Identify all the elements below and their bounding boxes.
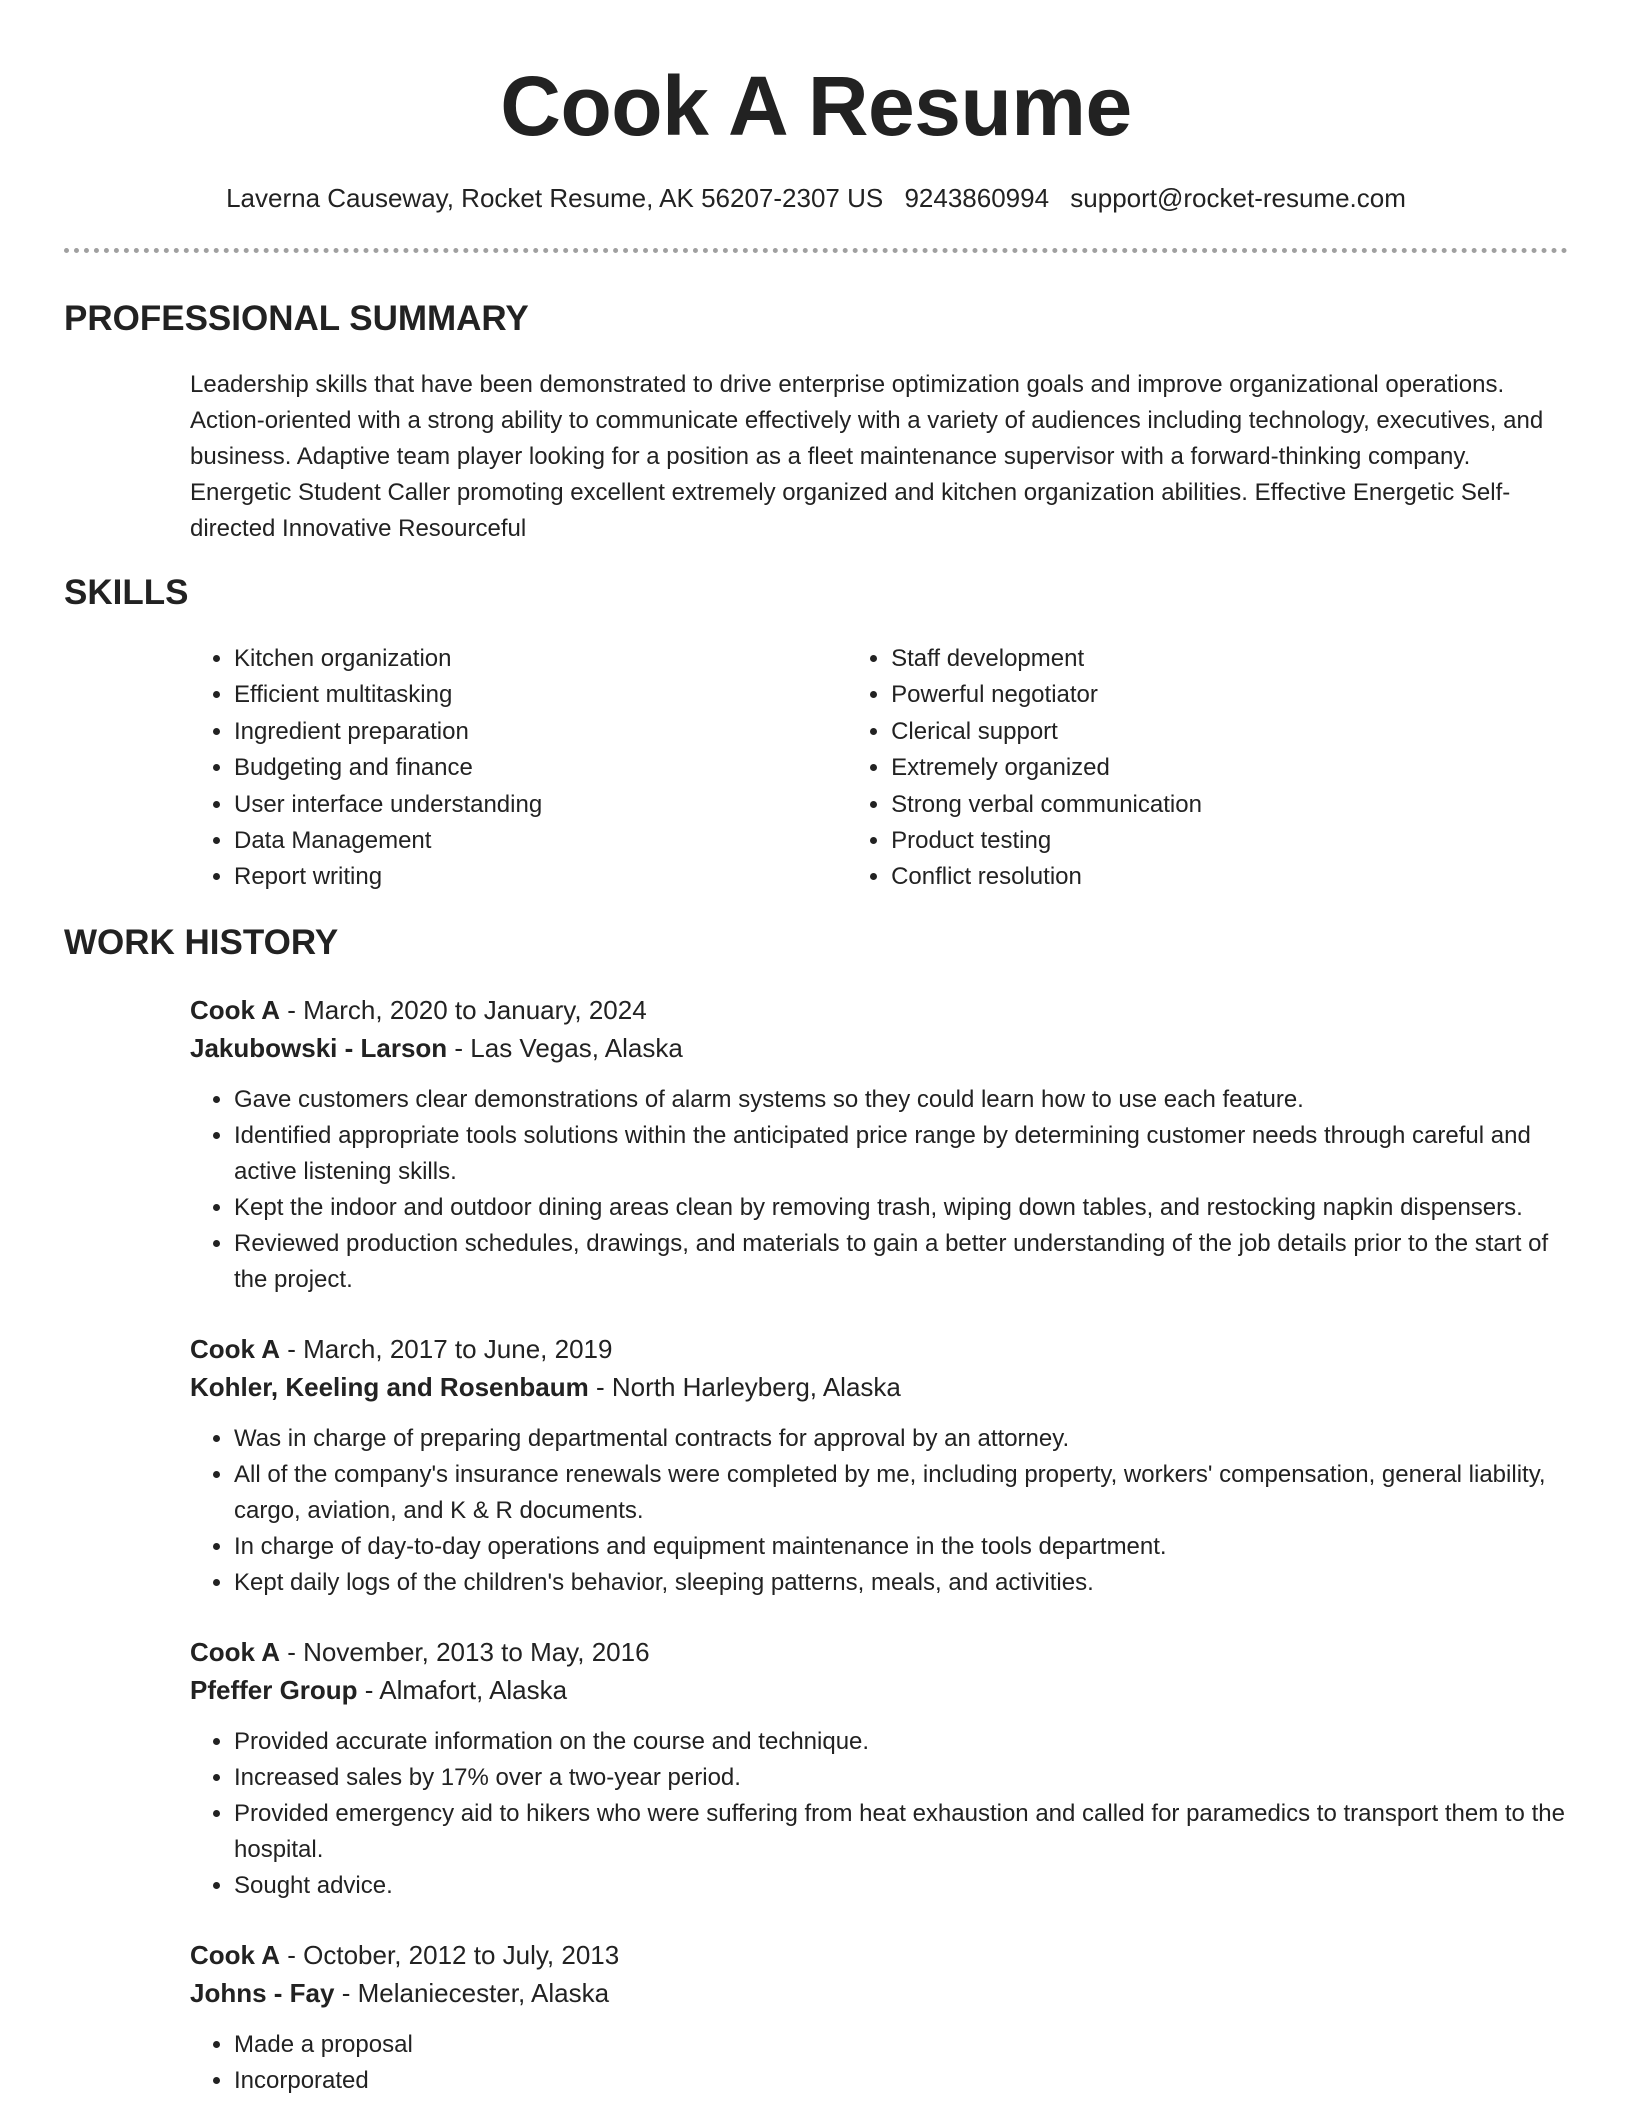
- job-role: Cook A: [190, 994, 281, 1025]
- job-title-line: [190, 1330, 1568, 1368]
- skill-item: • Extremely organized: [891, 750, 1568, 786]
- job-entry: [190, 1936, 1568, 2099]
- job-dates: - March, 2017 to June, 2019: [280, 1333, 613, 1364]
- skill-item: • User interface understanding: [234, 787, 847, 823]
- job-bullet: • Kept the indoor and outdoor dining areas clean by removing trash, wiping down tables, and restocking napkin dispensers.: [234, 1190, 1568, 1226]
- skills-column-left: [190, 641, 847, 896]
- job-bullet-list: [190, 2027, 1568, 2099]
- skills-list: [190, 641, 1568, 896]
- job-bullet-list: [190, 1421, 1568, 1601]
- skill-item: • Ingredient preparation: [234, 714, 847, 750]
- job-bullet: • All of the company's insurance renewals were completed by me, including property, workers' compensation, general liability, cargo, aviation, and K & R documents.: [234, 1457, 1568, 1529]
- job-company: Kohler, Keeling and Rosenbaum: [190, 1371, 589, 1402]
- job-company-line: [190, 1974, 1568, 2012]
- job-bullet: • Kept daily logs of the children's behavior, sleeping patterns, meals, and activities.: [234, 1565, 1568, 1601]
- skill-item: • Conflict resolution: [891, 859, 1568, 895]
- job-bullet-list: [190, 1724, 1568, 1904]
- job-bullet: • Sought advice.: [234, 1868, 1568, 1904]
- job-location: - Las Vegas, Alaska: [447, 1032, 683, 1063]
- skill-item: • Powerful negotiator: [891, 677, 1568, 713]
- skill-item: • Strong verbal communication: [891, 787, 1568, 823]
- header-divider: [64, 248, 1568, 253]
- section-title-summary: PROFESSIONAL SUMMARY: [64, 299, 529, 338]
- job-location: - North Harleyberg, Alaska: [588, 1371, 901, 1402]
- section-title-skills: SKILLS: [64, 573, 189, 612]
- contact-line: [64, 181, 1568, 215]
- job-company-line: [190, 1368, 1568, 1406]
- job-location: - Melaniecester, Alaska: [334, 1977, 610, 2008]
- skills-column-right: [847, 641, 1568, 896]
- contact-phone: 9243860994: [904, 183, 1050, 213]
- job-role: Cook A: [190, 1636, 281, 1667]
- job-bullet: • Provided emergency aid to hikers who were suffering from heat exhaustion and called for paramedics to transport them to the hospital.: [234, 1796, 1568, 1868]
- skill-item: • Efficient multitasking: [234, 677, 847, 713]
- skill-item: • Product testing: [891, 823, 1568, 859]
- job-bullet: • Was in charge of preparing departmental contracts for approval by an attorney.: [234, 1421, 1568, 1457]
- job-title-line: [190, 1633, 1568, 1671]
- job-dates: - November, 2013 to May, 2016: [280, 1636, 650, 1667]
- job-title-line: [190, 1936, 1568, 1974]
- skill-item: • Budgeting and finance: [234, 750, 847, 786]
- contact-address: Laverna Causeway, Rocket Resume, AK 56207-2307 US: [226, 183, 884, 213]
- skill-item: • Staff development: [891, 641, 1568, 677]
- job-entry: [190, 991, 1568, 1298]
- job-role: Cook A: [190, 1939, 281, 1970]
- job-bullet: • Made a proposal: [234, 2027, 1568, 2063]
- job-bullet: • In charge of day-to-day operations and equipment maintenance in the tools department.: [234, 1529, 1568, 1565]
- resume-name: Cook A Resume: [500, 59, 1132, 153]
- job-bullet: • Gave customers clear demonstrations of alarm systems so they could learn how to use each feature.: [234, 1082, 1568, 1118]
- job-company: Jakubowski - Larson: [190, 1032, 448, 1063]
- job-bullet-list: [190, 1082, 1568, 1298]
- skill-item: • Kitchen organization: [234, 641, 847, 677]
- job-role: Cook A: [190, 1333, 281, 1364]
- job-company: Johns - Fay: [190, 1977, 335, 2008]
- job-company-line: [190, 1029, 1568, 1067]
- job-entry: [190, 1330, 1568, 1601]
- section-title-work-history: WORK HISTORY: [64, 922, 339, 962]
- job-dates: - October, 2012 to July, 2013: [280, 1939, 620, 1970]
- skill-item: • Data Management: [234, 823, 847, 859]
- job-bullet: • Incorporated: [234, 2063, 1568, 2099]
- job-dates: - March, 2020 to January, 2024: [280, 994, 647, 1025]
- contact-email: support@rocket-resume.com: [1070, 183, 1406, 213]
- resume-page: [64, 0, 1568, 2099]
- job-bullet: • Provided accurate information on the course and technique.: [234, 1724, 1568, 1760]
- skill-item: • Clerical support: [891, 714, 1568, 750]
- job-company-line: [190, 1671, 1568, 1709]
- job-company: Pfeffer Group: [190, 1674, 358, 1705]
- job-entry: [190, 1633, 1568, 1904]
- summary-text: Leadership skills that have been demonstrated to drive enterprise optimization goals and improve organizational operations. Action-oriented with a strong ability to communicate effectively with a variety of audiences including technology, executives, and business. Adaptive team player looking for a position as a fleet maintenance supervisor with a forward-thinking company. Energetic Student Caller promoting excellent extremely organized and kitchen organization abilities. Effective Energetic Self-directed Innovative Resourceful: [190, 371, 1544, 542]
- skill-item: • Report writing: [234, 859, 847, 895]
- job-bullet: • Identified appropriate tools solutions within the anticipated price range by determining customer needs through careful and active listening skills.: [234, 1118, 1568, 1190]
- job-bullet: • Reviewed production schedules, drawings, and materials to gain a better understanding of the job details prior to the start of the project.: [234, 1226, 1568, 1298]
- job-location: - Almafort, Alaska: [357, 1674, 568, 1705]
- job-title-line: [190, 991, 1568, 1029]
- job-bullet: • Increased sales by 17% over a two-year period.: [234, 1760, 1568, 1796]
